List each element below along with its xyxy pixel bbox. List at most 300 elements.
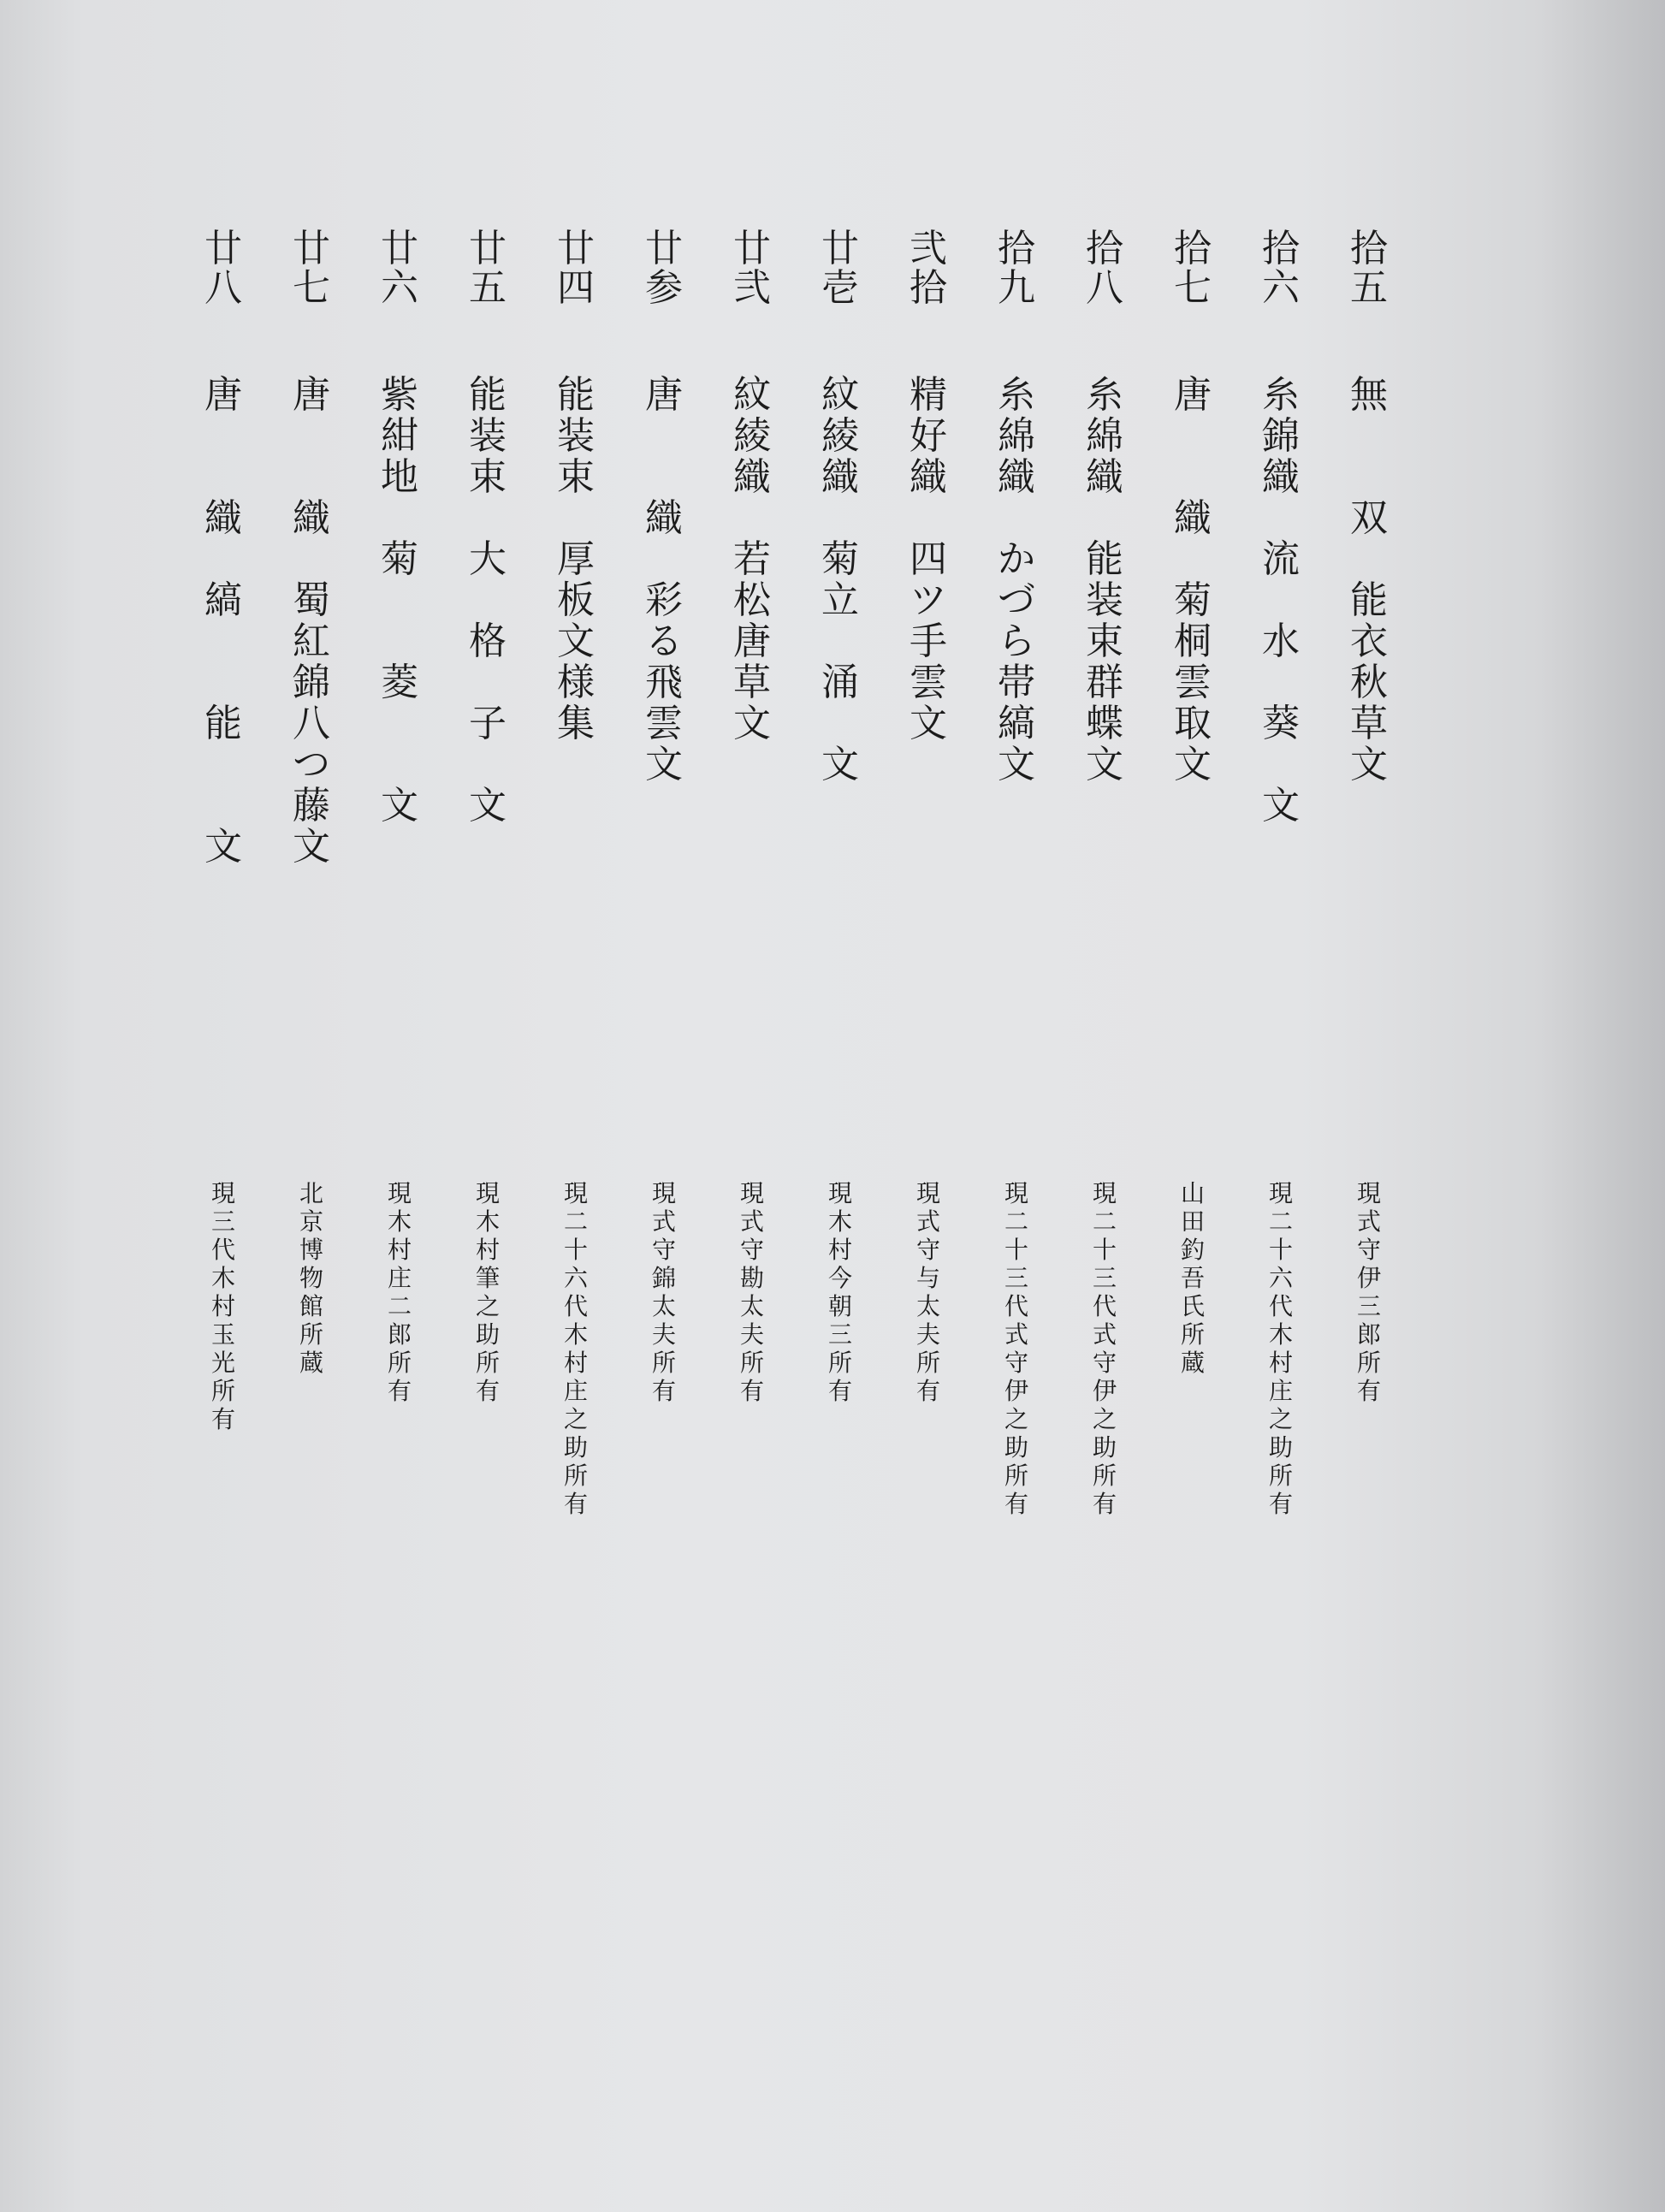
glyph: 立	[821, 578, 859, 622]
plate-title	[1330, 375, 1407, 786]
glyph: ら	[998, 620, 1035, 663]
glyph: 勘	[739, 1264, 764, 1292]
glyph	[1187, 416, 1199, 457]
glyph	[1275, 498, 1287, 539]
glyph: 四	[557, 266, 595, 310]
glyph: 弐	[733, 266, 771, 310]
glyph: 蔵	[299, 1349, 323, 1377]
glyph: 織	[1174, 496, 1212, 540]
glyph: 所	[1356, 1349, 1381, 1377]
glyph: 文	[645, 743, 683, 786]
list-item	[185, 229, 262, 1564]
glyph	[217, 786, 229, 827]
glyph: 村	[387, 1236, 412, 1264]
glyph: 所	[387, 1349, 412, 1377]
plate-owner	[1154, 1179, 1231, 1377]
glyph: 式	[1092, 1320, 1117, 1349]
glyph: 糸	[998, 373, 1035, 417]
glyph: 草	[1350, 702, 1388, 745]
glyph: 紋	[733, 373, 771, 417]
glyph: 織	[293, 496, 330, 540]
glyph: 唐	[293, 373, 330, 417]
glyph: 八	[293, 702, 330, 745]
plate-owner	[890, 1179, 967, 1405]
glyph: 吾	[1180, 1264, 1205, 1292]
glyph: 蝶	[1086, 702, 1123, 745]
glyph: 伊	[1356, 1264, 1381, 1292]
plate-number	[978, 229, 1055, 308]
plate-owner	[714, 1179, 791, 1405]
glyph: 二	[1004, 1207, 1028, 1236]
glyph: 子	[469, 702, 507, 745]
glyph: 集	[557, 702, 595, 745]
glyph: 織	[998, 455, 1035, 499]
glyph: 守	[1356, 1236, 1381, 1264]
glyph: 文	[469, 784, 507, 827]
list-item	[537, 229, 614, 1564]
glyph: 現	[1092, 1179, 1117, 1207]
glyph: 有	[1356, 1377, 1381, 1405]
plate-owner	[1242, 1179, 1319, 1518]
glyph: 能	[204, 702, 242, 745]
glyph: 菊	[1174, 578, 1212, 622]
glyph: 群	[1086, 661, 1123, 704]
glyph: 六	[1262, 266, 1300, 310]
glyph: 取	[1174, 702, 1212, 745]
glyph: 紅	[293, 620, 330, 663]
glyph: 装	[1086, 578, 1123, 622]
glyph: 現	[915, 1179, 940, 1207]
glyph: 所	[475, 1349, 500, 1377]
glyph: 参	[645, 266, 683, 310]
glyph	[834, 498, 846, 539]
glyph: 之	[1092, 1405, 1117, 1433]
glyph: 彩	[645, 578, 683, 622]
glyph: 式	[1004, 1320, 1028, 1349]
glyph: 若	[733, 537, 771, 581]
glyph	[217, 662, 229, 703]
glyph	[305, 416, 317, 457]
glyph: 守	[1092, 1349, 1117, 1377]
glyph: 六	[381, 266, 418, 310]
glyph: 流	[1262, 537, 1300, 581]
glyph: 木	[563, 1320, 588, 1349]
glyph: 木	[210, 1264, 235, 1292]
glyph: 朝	[827, 1292, 852, 1320]
glyph: 唐	[645, 373, 683, 417]
glyph: 代	[1268, 1292, 1293, 1320]
glyph: 庄	[1268, 1377, 1293, 1405]
glyph: 織	[733, 455, 771, 499]
glyph: 館	[299, 1292, 323, 1320]
plate-number	[185, 229, 262, 308]
glyph: ツ	[910, 578, 947, 622]
plate-owner	[449, 1179, 526, 1405]
list-item	[273, 229, 350, 1564]
glyph	[746, 498, 758, 539]
glyph: 五	[469, 266, 507, 310]
glyph: 束	[557, 455, 595, 499]
glyph: 七	[293, 266, 330, 310]
glyph	[394, 744, 406, 786]
glyph: 菱	[381, 661, 418, 704]
glyph: 所	[563, 1462, 588, 1490]
glyph: 木	[475, 1207, 500, 1236]
plate-title	[890, 375, 967, 744]
plate-owner	[273, 1179, 350, 1377]
glyph: 博	[299, 1236, 323, 1264]
glyph: 文	[381, 784, 418, 827]
glyph: 文	[557, 620, 595, 663]
glyph: 文	[821, 743, 859, 786]
glyph: 織	[204, 496, 242, 540]
glyph: 与	[915, 1264, 940, 1292]
list-item	[625, 229, 702, 1564]
plate-title	[802, 375, 879, 786]
plate-owner	[1066, 1179, 1143, 1518]
glyph: 拾	[910, 266, 947, 310]
glyph: 有	[739, 1377, 764, 1405]
glyph: 綿	[1086, 414, 1123, 458]
glyph: 織	[1086, 455, 1123, 499]
list-item	[449, 229, 526, 1564]
glyph	[1363, 457, 1375, 498]
glyph: 現	[739, 1179, 764, 1207]
glyph: 有	[210, 1405, 235, 1433]
glyph: 之	[563, 1405, 588, 1433]
plate-title	[449, 375, 526, 827]
glyph: 現	[827, 1179, 852, 1207]
glyph: 衣	[1350, 620, 1388, 663]
glyph: 現	[1268, 1179, 1293, 1207]
glyph: 手	[910, 620, 947, 663]
glyph: 夫	[739, 1320, 764, 1349]
glyph: 有	[651, 1377, 676, 1405]
glyph: 夫	[915, 1320, 940, 1349]
glyph: 助	[1092, 1433, 1117, 1462]
glyph: 紋	[821, 373, 859, 417]
glyph: 木	[387, 1207, 412, 1236]
glyph: 織	[910, 455, 947, 499]
glyph: 壱	[821, 266, 859, 310]
glyph: 織	[645, 496, 683, 540]
glyph: 錦	[293, 661, 330, 704]
glyph: 守	[739, 1236, 764, 1264]
glyph: 式	[651, 1207, 676, 1236]
glyph: 所	[210, 1377, 235, 1405]
glyph: 織	[821, 455, 859, 499]
glyph: 郎	[387, 1320, 412, 1349]
glyph: 拾	[998, 227, 1035, 270]
glyph: 紫	[381, 373, 418, 417]
glyph: 十	[1268, 1236, 1293, 1264]
glyph: 有	[1004, 1490, 1028, 1518]
glyph: 十	[563, 1236, 588, 1264]
glyph: 式	[915, 1207, 940, 1236]
glyph: 三	[1004, 1264, 1028, 1292]
glyph: 廿	[469, 227, 507, 270]
glyph	[394, 703, 406, 744]
glyph: 庄	[563, 1377, 588, 1405]
glyph	[1275, 662, 1287, 703]
glyph: 文	[733, 702, 771, 745]
plate-number	[1154, 229, 1231, 308]
glyph	[217, 744, 229, 786]
glyph: 秋	[1350, 661, 1388, 704]
plate-number	[1066, 229, 1143, 308]
plate-title	[273, 375, 350, 868]
plate-title	[714, 375, 791, 744]
glyph: 装	[469, 414, 507, 458]
glyph: 廿	[381, 227, 418, 270]
glyph: 様	[557, 661, 595, 704]
glyph: 釣	[1180, 1236, 1205, 1264]
glyph: 三	[210, 1207, 235, 1236]
glyph: 八	[1086, 266, 1123, 310]
glyph: 八	[204, 266, 242, 310]
plate-number	[361, 229, 438, 308]
glyph: 廿	[645, 227, 683, 270]
glyph: 紺	[381, 414, 418, 458]
glyph	[1187, 457, 1199, 498]
glyph: 守	[651, 1236, 676, 1264]
glyph: 厚	[557, 537, 595, 581]
glyph: 十	[1092, 1236, 1117, 1264]
plate-owner	[1330, 1179, 1407, 1405]
glyph: 束	[1086, 620, 1123, 663]
glyph: 木	[1268, 1320, 1293, 1349]
glyph: 七	[1174, 266, 1212, 310]
glyph: 十	[1004, 1236, 1028, 1264]
glyph	[922, 498, 934, 539]
glyph: 所	[827, 1349, 852, 1377]
glyph	[658, 416, 670, 457]
glyph: 五	[1350, 266, 1388, 310]
glyph: 能	[469, 373, 507, 417]
plate-title	[1242, 375, 1319, 827]
glyph: 葵	[1262, 702, 1300, 745]
plate-owner	[625, 1179, 702, 1405]
glyph: 廿	[293, 227, 330, 270]
glyph: 代	[210, 1236, 235, 1264]
glyph: 太	[915, 1292, 940, 1320]
glyph: 現	[210, 1179, 235, 1207]
list-item	[890, 229, 967, 1564]
glyph: 拾	[1262, 227, 1300, 270]
glyph	[1363, 416, 1375, 457]
glyph: 地	[381, 455, 418, 499]
glyph: か	[998, 537, 1035, 581]
glyph: 有	[827, 1377, 852, 1405]
glyph: 縞	[998, 702, 1035, 745]
glyph	[834, 703, 846, 744]
glyph: 二	[1268, 1207, 1293, 1236]
glyph: 今	[827, 1264, 852, 1292]
glyph	[1363, 539, 1375, 580]
glyph	[482, 580, 494, 621]
glyph: 文	[1174, 743, 1212, 786]
list-item	[714, 229, 791, 1564]
glyph: 村	[827, 1236, 852, 1264]
glyph: 雲	[1174, 661, 1212, 704]
glyph: 筆	[475, 1264, 500, 1292]
glyph: 錦	[1262, 414, 1300, 458]
glyph: 山	[1180, 1179, 1205, 1207]
glyph: 助	[563, 1433, 588, 1462]
glyph: 現	[1356, 1179, 1381, 1207]
glyph: 糸	[1262, 373, 1300, 417]
glyph	[305, 457, 317, 498]
glyph	[658, 457, 670, 498]
glyph: 代	[1004, 1292, 1028, 1320]
glyph: 拾	[1174, 227, 1212, 270]
glyph: 松	[733, 578, 771, 622]
glyph: 村	[563, 1349, 588, 1377]
glyph: 文	[998, 743, 1035, 786]
glyph: 村	[475, 1236, 500, 1264]
glyph: 唐	[1174, 373, 1212, 417]
glyph: 式	[1356, 1207, 1381, 1236]
plate-title	[185, 375, 262, 868]
glyph: 所	[739, 1349, 764, 1377]
plate-owner	[185, 1179, 262, 1433]
glyph: 之	[1268, 1405, 1293, 1433]
glyph: 綿	[998, 414, 1035, 458]
glyph: 大	[469, 537, 507, 581]
glyph: 物	[299, 1264, 323, 1292]
glyph: つ	[293, 743, 330, 786]
glyph: 守	[915, 1236, 940, 1264]
glyph: 糸	[1086, 373, 1123, 417]
glyph: 村	[210, 1292, 235, 1320]
glyph: 伊	[1004, 1377, 1028, 1405]
plate-title	[1066, 375, 1143, 786]
glyph	[482, 662, 494, 703]
list-item	[978, 229, 1055, 1564]
glyph: 二	[563, 1207, 588, 1236]
glyph: る	[645, 620, 683, 663]
glyph: 飛	[645, 661, 683, 704]
glyph	[1187, 539, 1199, 580]
glyph: 村	[1268, 1349, 1293, 1377]
glyph: 北	[299, 1179, 323, 1207]
glyph: 現	[563, 1179, 588, 1207]
glyph: 菊	[821, 537, 859, 581]
glyph: 格	[469, 620, 507, 663]
glyph: 唐	[733, 620, 771, 663]
page-edge-shadow	[1537, 0, 1665, 2212]
glyph	[305, 539, 317, 580]
glyph	[834, 621, 846, 662]
glyph: 所	[1268, 1462, 1293, 1490]
glyph: 桐	[1174, 620, 1212, 663]
glyph: 四	[910, 537, 947, 581]
glyph	[570, 498, 582, 539]
glyph: 現	[1004, 1179, 1028, 1207]
glyph: 太	[739, 1292, 764, 1320]
glyph: 現	[651, 1179, 676, 1207]
glyph: 蔵	[1180, 1349, 1205, 1377]
plate-title	[537, 375, 614, 744]
glyph: 錦	[651, 1264, 676, 1292]
glyph: 水	[1262, 620, 1300, 663]
glyph: 文	[1086, 743, 1123, 786]
plate-owner	[537, 1179, 614, 1518]
glyph: 無	[1350, 373, 1388, 417]
glyph	[482, 498, 494, 539]
glyph: 所	[1092, 1462, 1117, 1490]
glyph: 拾	[1350, 227, 1388, 270]
glyph: 二	[1092, 1207, 1117, 1236]
glyph	[217, 539, 229, 580]
glyph: 有	[475, 1377, 500, 1405]
plate-number	[1330, 229, 1407, 308]
glyph: 三	[1092, 1264, 1117, 1292]
list-item	[361, 229, 438, 1564]
glyph: 束	[469, 455, 507, 499]
glyph: 助	[475, 1320, 500, 1349]
glyph: 文	[1262, 784, 1300, 827]
glyph: 式	[739, 1207, 764, 1236]
glyph: 所	[1004, 1462, 1028, 1490]
glyph: 藤	[293, 784, 330, 827]
glyph: 所	[651, 1349, 676, 1377]
plate-owner	[802, 1179, 879, 1405]
glyph: 木	[827, 1207, 852, 1236]
glyph: 九	[998, 266, 1035, 310]
glyph: 装	[557, 414, 595, 458]
glyph: づ	[998, 578, 1035, 622]
glyph: 代	[1092, 1292, 1117, 1320]
glyph: 氏	[1180, 1292, 1205, 1320]
glyph: 三	[827, 1320, 852, 1349]
plate-title	[361, 375, 438, 827]
glyph: 拾	[1086, 227, 1123, 270]
glyph: 織	[1262, 455, 1300, 499]
list-item	[802, 229, 879, 1564]
glyph: 田	[1180, 1207, 1205, 1236]
glyph: 之	[475, 1292, 500, 1320]
glyph: 能	[1350, 578, 1388, 622]
glyph: 好	[910, 414, 947, 458]
glyph: 現	[387, 1179, 412, 1207]
list-item	[1154, 229, 1231, 1564]
plate-owner	[361, 1179, 438, 1405]
glyph	[217, 621, 229, 662]
glyph: 郎	[1356, 1320, 1381, 1349]
glyph: 守	[1004, 1349, 1028, 1377]
glyph: 助	[1004, 1433, 1028, 1462]
glyph	[217, 457, 229, 498]
glyph: 蜀	[293, 578, 330, 622]
glyph: 之	[1004, 1405, 1028, 1433]
glyph: 現	[475, 1179, 500, 1207]
glyph: 太	[651, 1292, 676, 1320]
glyph	[1099, 498, 1111, 539]
glyph: 助	[1268, 1433, 1293, 1462]
plate-number	[625, 229, 702, 308]
plate-title	[625, 375, 702, 786]
glyph: 帯	[998, 661, 1035, 704]
glyph: 能	[1086, 537, 1123, 581]
glyph: 庄	[387, 1264, 412, 1292]
plate-number	[273, 229, 350, 308]
glyph: 有	[1092, 1490, 1117, 1518]
list-item	[1066, 229, 1143, 1564]
glyph: 所	[1180, 1320, 1205, 1349]
plate-owner	[978, 1179, 1055, 1518]
glyph: 雲	[910, 661, 947, 704]
